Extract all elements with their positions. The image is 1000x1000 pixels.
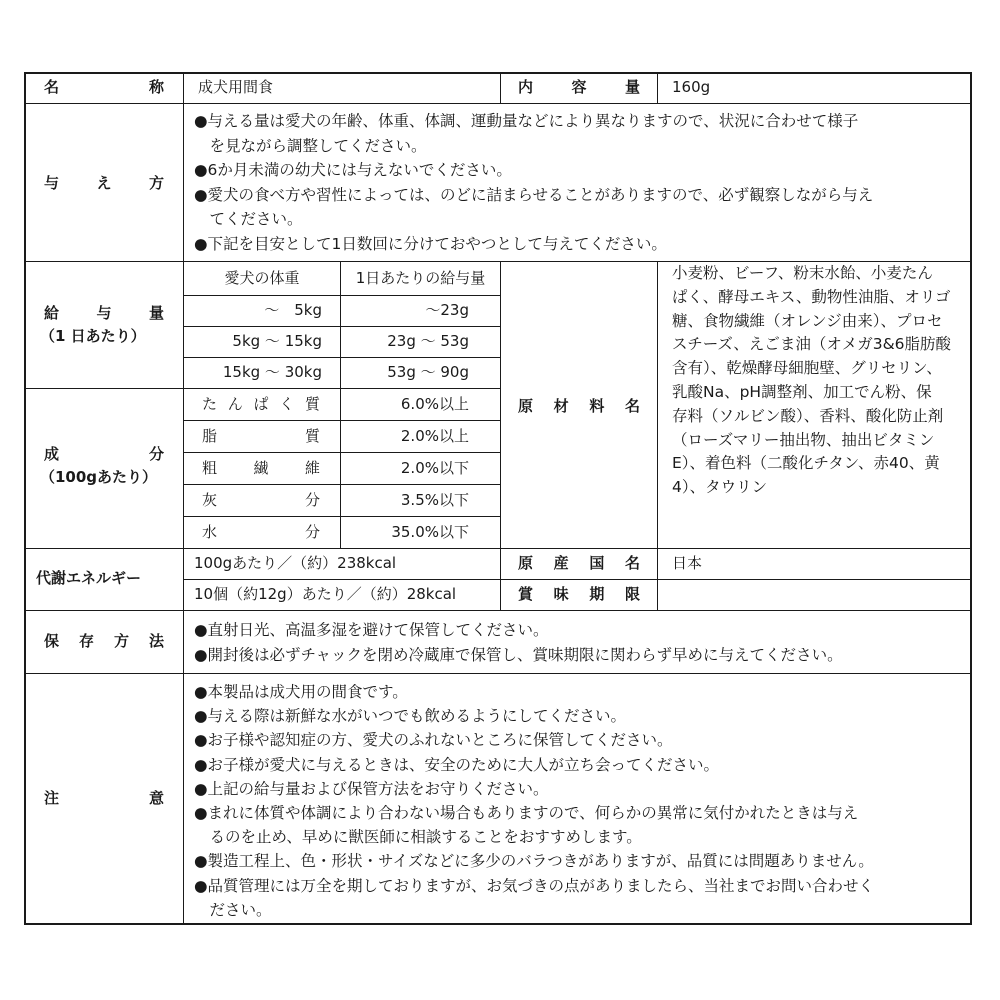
ingredients-line: （ローズマリー抽出物、抽出ビタミン [672,430,935,449]
row-divider [184,295,500,296]
caution-line: ●上記の給与量および保管方法をお守りください。 [194,779,549,798]
storage-label: 保 存 方 法 [44,632,164,650]
caution-line: ●製造工程上、色・形状・サイズなどに多少のバラつきがありますが、品質には問題ありません。 [194,852,874,871]
caution-line: ●お子様が愛犬に与えるときは、安全のために大人が立ち会ってください。 [194,755,720,774]
ingredients-line: 小麦粉、ビーフ、粉末水飴、小麦たん [672,264,933,282]
row-divider [184,452,500,453]
nutrient-name: 水 分 [202,523,320,541]
row-divider [24,388,500,389]
column-divider [500,261,501,610]
nutrient-name: 粗 繊 維 [202,459,320,477]
row-divider [24,103,972,104]
column-divider [657,261,658,610]
ingredients-list [672,262,951,500]
best-before-label: 賞 味 期 限 [518,585,640,603]
nutrient-value: 6.0%以上 [400,395,469,413]
row-divider [184,579,972,580]
caution-line: ●本製品は成犬用の間食です。 [194,683,408,701]
weight-cell: 〜 5kg [264,301,322,319]
composition-label: 成 分 [44,445,164,463]
weight-cell: 5kg 〜 15kg [232,332,322,350]
weight-column-header: 愛犬の体重 [224,269,300,287]
column-divider [183,72,184,925]
row-divider [24,610,972,611]
column-divider [500,72,501,103]
amount-cell: 〜23g [425,301,469,319]
feeding-instructions [194,109,873,256]
energy-per-10-pieces: 10個（約12g）あたり／（約）28kcal [194,585,457,603]
row-divider [184,326,500,327]
storage-line: ●直射日光、高温多湿を避けて保管してください。 [194,621,549,639]
caution-line: ●品質管理には万全を期しておりますが、お気づきの点がありましたら、当社までお問い合わせく [194,876,875,895]
ingredients-line: 乳酸Na、pH調整剤、加工でん粉、保 [672,382,932,401]
origin-label: 原 産 国 名 [518,554,640,572]
feeding-line: ●愛犬の食べ方や習性によっては、のどに詰まらせることがありますので、必ず観察しながら与え [194,185,874,204]
name-label: 名 称 [44,78,164,96]
row-divider [24,548,972,549]
caution-line: ●与える際は新鮮な水がいつでも飲めるようにしてください。 [194,707,627,726]
feeding-line: てください。 [194,210,303,228]
ingredients-label: 原 材 料 名 [518,397,640,415]
row-divider [24,673,972,674]
column-divider [657,72,658,103]
name-value: 成犬用間食 [198,78,274,96]
ingredients-line: 糖、食物繊維（オレンジ由来）、プロセ [672,311,943,330]
ingredients-line: ぱく、酵母エキス、動物性油脂、オリゴ [672,287,951,306]
nutrient-value: 35.0%以下 [391,523,469,541]
amount-column-header: 1日あたりの給与量 [355,269,486,287]
ingredients-line: 存料（ソルビン酸）、香料、酸化防止剤 [672,406,944,425]
nutrient-value: 2.0%以上 [400,427,469,445]
storage-line: ●開封後は必ずチャックを閉め冷蔵庫で保管し、賞味期限に関わらず早めに与えてください。 [194,645,843,664]
ingredients-line: 含有）、乾燥酵母細胞壁、グリセリン、 [672,359,942,378]
feeding-line: ●6か月未満の幼犬には与えないでください。 [194,161,512,179]
nutrient-value: 2.0%以下 [400,459,469,477]
ingredients-line: E）、着色料（二酸化チタン、赤40、黄 [672,454,940,473]
energy-label: 代謝エネルギー [36,569,142,587]
row-divider [184,484,500,485]
feeding-line: ●与える量は愛犬の年齢、体重、体調、運動量などにより異なりますので、状況に合わせて様子 [194,112,859,130]
weight-cell: 15kg 〜 30kg [222,363,322,381]
amount-cell: 23g 〜 53g [387,332,469,350]
caution-line: るのを止め、早めに獣医師に相談することをおすすめします。 [194,828,642,847]
storage-instructions [194,618,843,667]
ingredients-line: 4）、タウリン [672,478,768,497]
nutrient-name: 灰 分 [202,491,320,509]
feeding-line: ●下記を目安として1日数回に分けておやつとして与えてください。 [194,234,667,253]
feeding-line: を見ながら調整してください。 [194,136,427,155]
nutrient-name: た ん ぱ く 質 [202,395,320,413]
row-divider [184,357,500,358]
feeding-label: 与 え 方 [44,174,164,192]
amount-sub-label: （1 日あたり） [40,327,146,345]
amount-label: 給 与 量 [44,304,164,322]
composition-sub-label: （100gあたり） [40,468,158,486]
caution-label: 注 意 [44,789,164,807]
energy-per-100g: 100gあたり／（約）238kcal [194,554,397,572]
nutrient-name: 脂 質 [202,427,320,445]
row-divider [184,420,500,421]
nutrient-value: 3.5%以下 [400,491,469,509]
origin-value: 日本 [672,554,703,572]
content-amount-label: 内 容 量 [518,78,640,96]
amount-cell: 53g 〜 90g [387,363,469,381]
content-amount-value: 160g [672,78,711,96]
caution-line: ださい。 [194,900,272,919]
row-divider [184,516,500,517]
caution-line: ●まれに体質や体調により合わない場合もありますので、何らかの異常に気付かれたときは与え [194,804,859,823]
caution-line: ●お子様や認知症の方、愛犬のふれないところに保管してください。 [194,731,673,750]
ingredients-line: スチーズ、えごま油（オメガ3&6脂肪酸 [672,335,952,354]
caution-list [194,680,874,922]
